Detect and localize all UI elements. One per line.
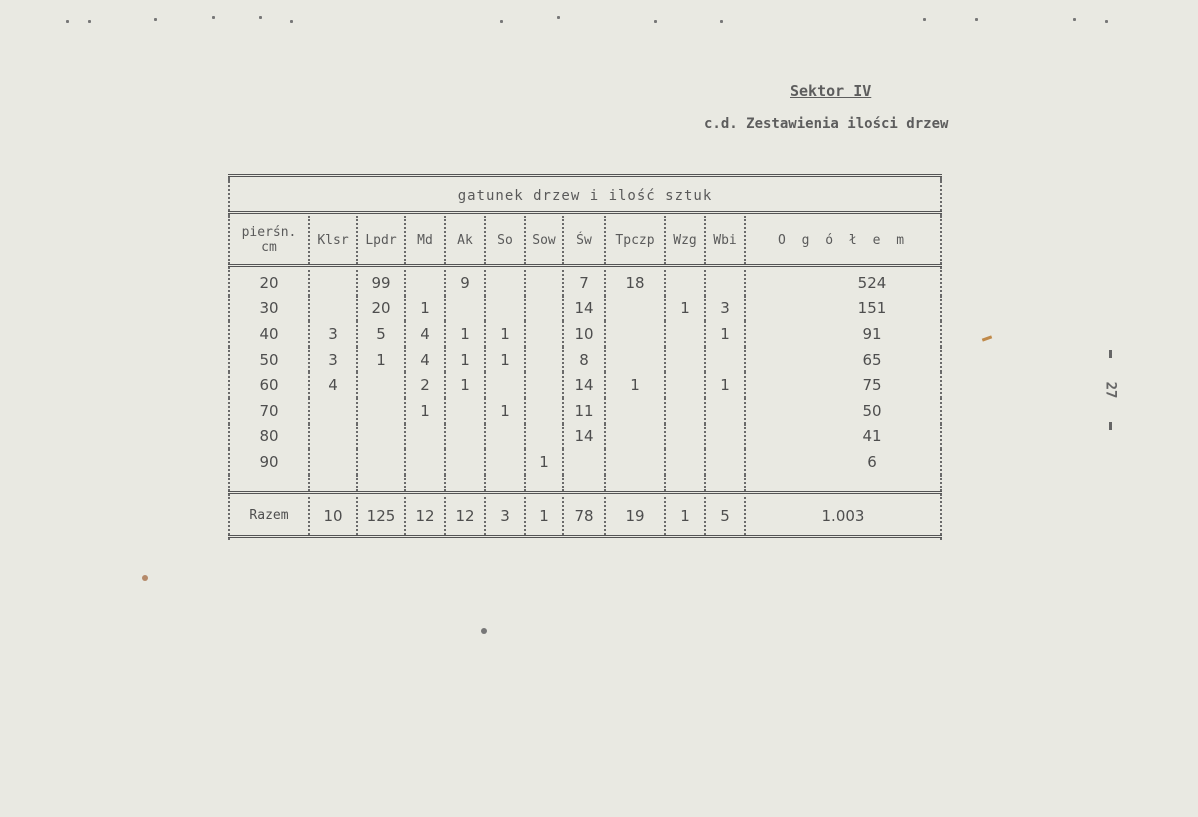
table-cell — [525, 321, 563, 347]
column-header: Sow — [525, 216, 563, 266]
totals-cell: 10 — [309, 497, 357, 537]
table-cell — [605, 321, 665, 347]
column-header: pierśn. cm — [229, 216, 309, 266]
table-cell — [485, 424, 525, 450]
table-row — [229, 321, 941, 347]
table-cell — [525, 347, 563, 373]
table-cell — [665, 321, 705, 347]
table-cell — [605, 449, 665, 475]
table-cell: 1 — [405, 296, 445, 322]
margin-dot — [1109, 422, 1112, 430]
table-cell: 1 — [705, 321, 745, 347]
scan-speck — [975, 18, 978, 21]
table-cell: 41 — [745, 424, 941, 450]
table-bottom-rule — [229, 536, 941, 540]
table-cell: 5 — [357, 321, 405, 347]
table-cell: 80 — [229, 424, 309, 450]
scan-speck — [500, 20, 503, 23]
table-cell — [357, 449, 405, 475]
scan-speck — [720, 20, 723, 23]
table-cell — [405, 424, 445, 450]
scan-speck — [557, 16, 560, 19]
document-subtitle: c.d. Zestawienia ilości drzew — [704, 116, 949, 132]
table-cell — [605, 424, 665, 450]
table-cell: 70 — [229, 398, 309, 424]
totals-cell: 1 — [665, 497, 705, 537]
table-cell: 8 — [563, 347, 605, 373]
table-cell: 50 — [745, 398, 941, 424]
table-cell — [445, 296, 485, 322]
table-cell: 60 — [229, 372, 309, 398]
page-number-margin — [1100, 350, 1120, 430]
table-cell — [563, 449, 605, 475]
table-cell: 10 — [563, 321, 605, 347]
margin-dot — [1109, 350, 1112, 358]
table-cell — [445, 424, 485, 450]
table-cell: 20 — [229, 270, 309, 296]
table-cell — [525, 372, 563, 398]
totals-row — [229, 497, 941, 537]
table-cell — [309, 449, 357, 475]
table-cell: 14 — [563, 424, 605, 450]
table-cell: 75 — [745, 372, 941, 398]
column-header-row — [229, 216, 941, 266]
totals-cell: 5 — [705, 497, 745, 537]
scan-speck — [88, 20, 91, 23]
table-cell: 14 — [563, 372, 605, 398]
totals-cell: 12 — [405, 497, 445, 537]
ink-spot — [481, 628, 487, 634]
scan-speck — [1073, 18, 1076, 21]
table-title-row — [229, 181, 941, 213]
table-row — [229, 372, 941, 398]
column-header: Lpdr — [357, 216, 405, 266]
table-cell — [309, 398, 357, 424]
table-cell — [665, 398, 705, 424]
table-cell — [605, 398, 665, 424]
scan-speck — [923, 18, 926, 21]
table-cell: 1 — [665, 296, 705, 322]
table-cell — [309, 270, 357, 296]
table-row — [229, 270, 941, 296]
ink-spot — [142, 575, 148, 581]
table-cell — [405, 270, 445, 296]
table-cell — [605, 296, 665, 322]
scan-speck — [66, 20, 69, 23]
column-header: Wzg — [665, 216, 705, 266]
table-cell: 1 — [525, 449, 563, 475]
scan-speck — [154, 18, 157, 21]
table-cell: 14 — [563, 296, 605, 322]
table-cell — [357, 398, 405, 424]
table-cell — [485, 296, 525, 322]
table-cell — [665, 424, 705, 450]
table-row — [229, 424, 941, 450]
table-cell: 151 — [745, 296, 941, 322]
table-cell — [445, 398, 485, 424]
sector-title: Sektor IV — [790, 82, 872, 100]
table-cell: 1 — [485, 398, 525, 424]
table-cell — [605, 347, 665, 373]
table-cell — [525, 424, 563, 450]
table-cell — [485, 270, 525, 296]
table-cell: 2 — [405, 372, 445, 398]
table-cell: 9 — [445, 270, 485, 296]
grand-total: 1.003 — [745, 497, 941, 537]
table-cell: 50 — [229, 347, 309, 373]
table-cell — [445, 449, 485, 475]
scan-speck — [212, 16, 215, 19]
table-cell: 4 — [405, 347, 445, 373]
table-cell — [525, 270, 563, 296]
table-cell: 40 — [229, 321, 309, 347]
totals-cell: 3 — [485, 497, 525, 537]
table-cell — [405, 449, 445, 475]
table-cell: 3 — [705, 296, 745, 322]
table-cell: 91 — [745, 321, 941, 347]
totals-cell: 78 — [563, 497, 605, 537]
column-header: Ak — [445, 216, 485, 266]
table-cell: 1 — [357, 347, 405, 373]
table-row — [229, 398, 941, 424]
table-cell: 1 — [485, 347, 525, 373]
table-cell: 3 — [309, 347, 357, 373]
table-cell: 65 — [745, 347, 941, 373]
table-cell: 18 — [605, 270, 665, 296]
table-cell: 4 — [309, 372, 357, 398]
table-spacer — [229, 475, 941, 493]
table-cell — [705, 347, 745, 373]
table-cell — [357, 424, 405, 450]
table-cell: 90 — [229, 449, 309, 475]
table-cell: 1 — [705, 372, 745, 398]
table-cell — [525, 296, 563, 322]
table-cell — [357, 372, 405, 398]
table-cell: 20 — [357, 296, 405, 322]
table-cell: 6 — [745, 449, 941, 475]
column-header: O g ó ł e m — [745, 216, 941, 266]
table-cell — [665, 372, 705, 398]
pencil-mark — [982, 335, 992, 341]
column-header: Klsr — [309, 216, 357, 266]
column-header: Św — [563, 216, 605, 266]
table-cell — [705, 424, 745, 450]
table-title: gatunek drzew i ilość sztuk — [229, 181, 941, 213]
table-cell — [309, 296, 357, 322]
table-cell — [309, 424, 357, 450]
column-header: Md — [405, 216, 445, 266]
table-cell: 1 — [485, 321, 525, 347]
column-header: Wbi — [705, 216, 745, 266]
column-header: So — [485, 216, 525, 266]
scan-speck — [1105, 20, 1108, 23]
totals-cell: 19 — [605, 497, 665, 537]
table-cell: 7 — [563, 270, 605, 296]
table-cell: 99 — [357, 270, 405, 296]
table-cell — [665, 270, 705, 296]
table-cell: 4 — [405, 321, 445, 347]
table-cell: 1 — [445, 321, 485, 347]
table-cell: 1 — [445, 372, 485, 398]
totals-cell: 1 — [525, 497, 563, 537]
table-cell — [665, 449, 705, 475]
table-cell: 3 — [309, 321, 357, 347]
tree-count-table — [228, 174, 942, 540]
table-cell: 1 — [405, 398, 445, 424]
table-row — [229, 347, 941, 373]
table-cell — [485, 372, 525, 398]
table-cell: 11 — [563, 398, 605, 424]
table-cell — [705, 270, 745, 296]
table-cell — [665, 347, 705, 373]
column-header: Tpczp — [605, 216, 665, 266]
totals-cell: 12 — [445, 497, 485, 537]
table-cell: 1 — [445, 347, 485, 373]
totals-cell: 125 — [357, 497, 405, 537]
scan-speck — [654, 20, 657, 23]
table-cell — [705, 398, 745, 424]
table-cell — [485, 449, 525, 475]
totals-label: Razem — [229, 497, 309, 537]
table-cell: 30 — [229, 296, 309, 322]
scan-speck — [290, 20, 293, 23]
table-cell — [705, 449, 745, 475]
table-row — [229, 296, 941, 322]
table-cell: 1 — [605, 372, 665, 398]
scan-speck — [259, 16, 262, 19]
table-cell — [525, 398, 563, 424]
table-cell: 524 — [745, 270, 941, 296]
table-row — [229, 449, 941, 475]
page-number: 27 — [1101, 381, 1118, 399]
